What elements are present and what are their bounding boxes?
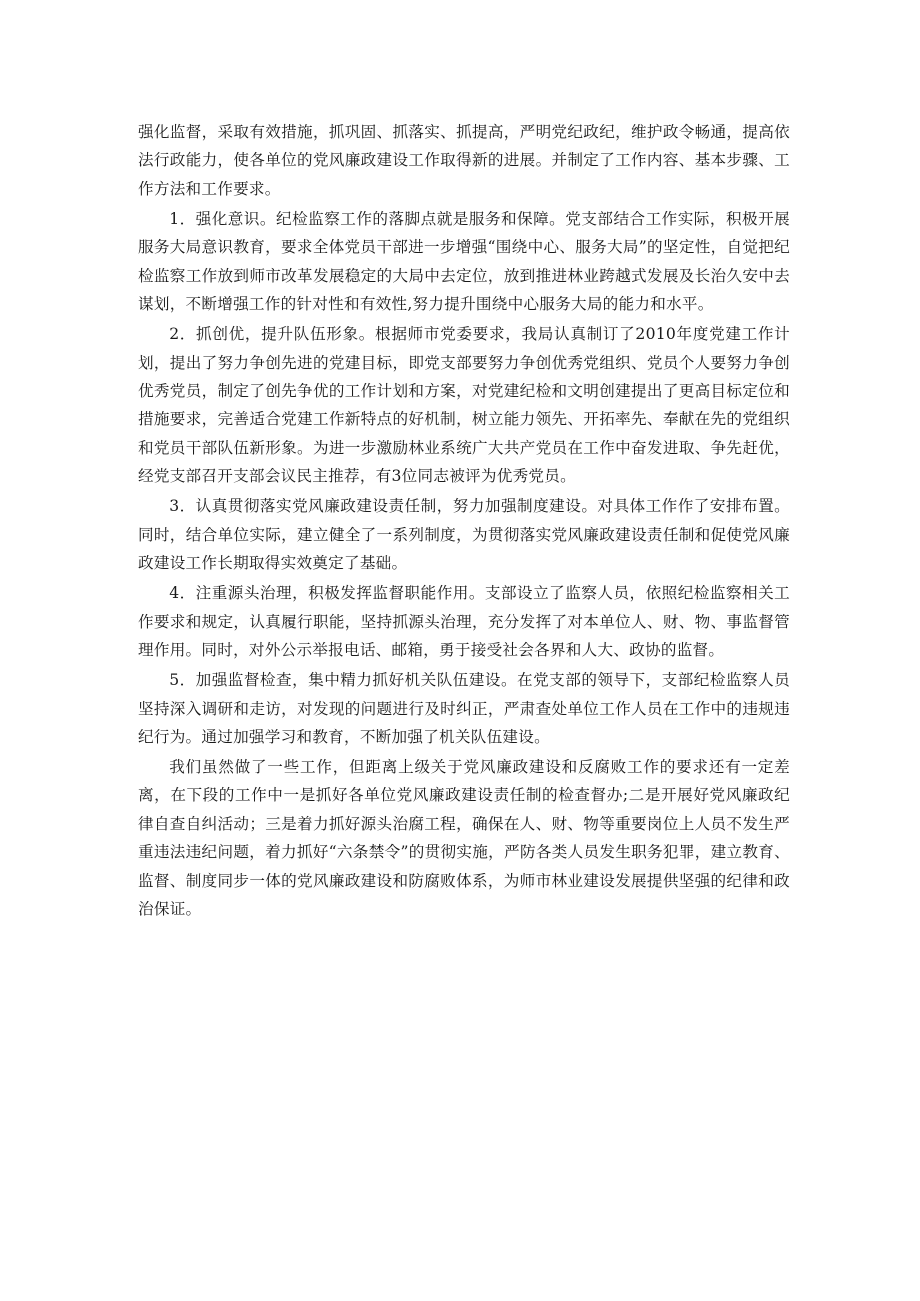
- paragraph-conclusion: 我们虽然做了一些工作，但距离上级关于党风廉政建设和反腐败工作的要求还有一定差离，在下段的工作中一是抓好各单位党风廉政建设责任制的检查督办;二是开展好党风廉政纪律自查自纠活动；三是着力抓好源头治腐工程，确保在人、财、物等重要岗位上人员不发生严重违法违纪问题，着力抓好“六条禁令”的贯彻实施，严防各类人员发生职务犯罪，建立教育、监督、制度同步一体的党风廉政建设和防腐败体系，为师市林业建设发展提供坚强的纪律和政治保证。: [138, 758, 790, 919]
- paragraph-item-2: 2．抓创优，提升队伍形象。根据师市党委要求，我局认真制订了2010年度党建工作计划，提出了努力争创先进的党建目标，即党支部要努力争创优秀党组织、党员个人要努力争创优秀党员，制定了创先争优的工作计划和方案，对党建纪检和文明创建提出了更高目标定位和措施要求，完善适合党建工作新特点的好机制，树立能力领先、开拓率先、奉献在先的党组织和党员干部队伍新形象。为进一步激励林业系统广大共产党员在工作中奋发进取、争先赶优，经党支部召开支部会议民主推荐，有3位同志被评为优秀党员。: [138, 325, 790, 486]
- paragraph-item-4: 4．注重源头治理，积极发挥监督职能作用。支部设立了监察人员，依照纪检监察相关工作要求和规定，认真履行职能，坚持抓源头治理，充分发挥了对本单位人、财、物、事监督管理作用。同时，对外公示举报电话、邮箱，勇于接受社会各界和人大、政协的监督。: [138, 584, 790, 660]
- paragraph-item-1: 1．强化意识。纪检监察工作的落脚点就是服务和保障。党支部结合工作实际，积极开展服务大局意识教育，要求全体党员干部进一步增强“围绕中心、服务大局”的坚定性，自觉把纪检监察工作放到师市改革发展稳定的大局中去定位，放到推进林业跨越式发展及长治久安中去谋划，不断增强工作的针对性和有效性,努力提升围绕中心服务大局的能力和水平。: [138, 209, 790, 314]
- paragraph-item-3: 3．认真贯彻落实党风廉政建设责任制，努力加强制度建设。对具体工作作了安排布置。同时，结合单位实际，建立健全了一系列制度，为贯彻落实党风廉政建设责任制和促使党风廉政建设工作长期取得实效奠定了基础。: [138, 497, 790, 573]
- document-body: [138, 118, 790, 924]
- paragraph-item-5: 5．加强监督检查，集中精力抓好机关队伍建设。在党支部的领导下，支部纪检监察人员坚持深入调研和走访，对发现的问题进行及时纠正，严肃查处单位工作人员在工作中的违规违纪行为。通过加强学习和教育，不断加强了机关队伍建设。: [138, 671, 790, 746]
- paragraph-continuation: 强化监督，采取有效措施，抓巩固、抓落实、抓提高，严明党纪政纪，维护政令畅通，提高依法行政能力，使各单位的党风廉政建设工作取得新的进展。并制定了工作内容、基本步骤、工作方法和工作要求。: [138, 123, 790, 198]
